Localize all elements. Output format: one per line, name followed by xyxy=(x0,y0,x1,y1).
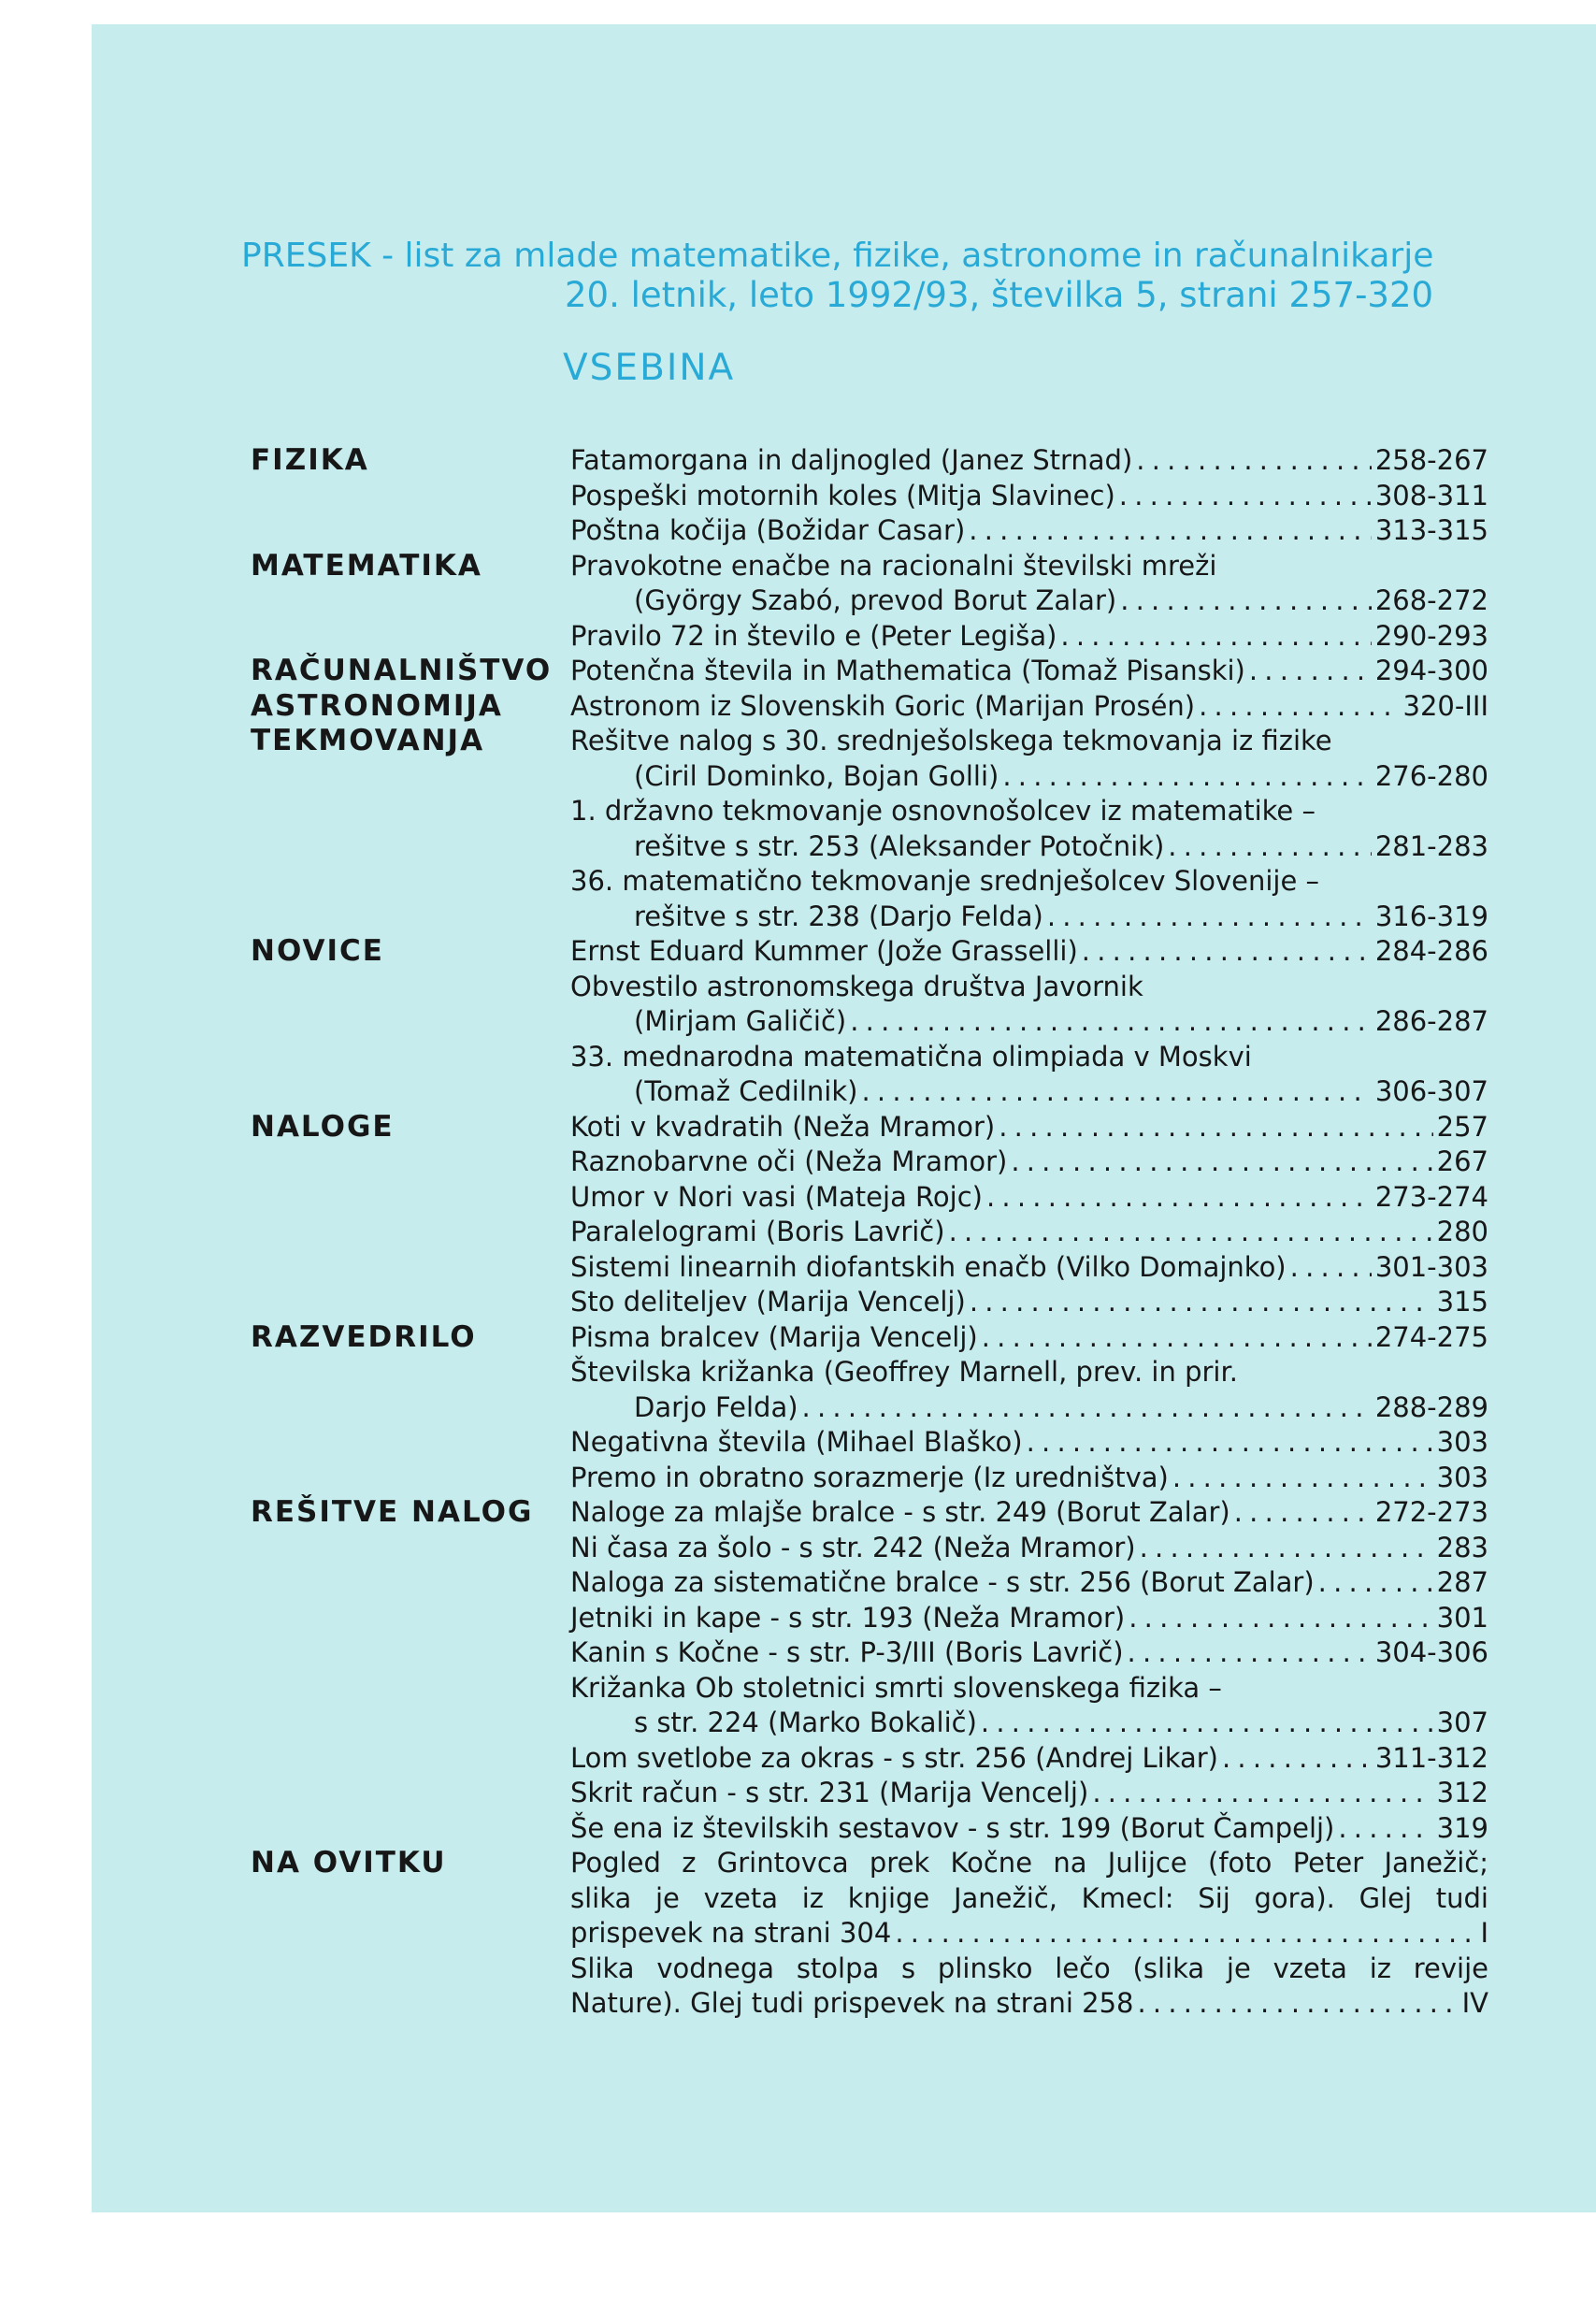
toc-entry xyxy=(570,1565,1488,1601)
section-category: ASTRONOMIJA xyxy=(251,688,503,723)
toc-entry xyxy=(570,829,1488,865)
section-category: NOVICE xyxy=(251,934,384,968)
entry-title: prispevek na strani 304 xyxy=(570,1917,892,1949)
leader-dots xyxy=(895,1916,1476,1952)
page-number: 272-273 xyxy=(1374,1496,1488,1528)
leader-dots xyxy=(999,1110,1432,1145)
toc-entry xyxy=(570,1635,1488,1671)
toc-entry xyxy=(570,1390,1488,1426)
entry-title: Umor v Nori vasi (Mateja Rojc) xyxy=(570,1180,983,1213)
entry-title-line: Pogled z Grintovca prek Kočne na Julijce (foto Peter Janežič; xyxy=(570,1847,1488,1879)
leader-dots xyxy=(1172,1461,1433,1496)
toc-section xyxy=(251,1110,1488,1320)
page-number: 315 xyxy=(1436,1286,1488,1318)
toc-entry xyxy=(570,1706,1488,1741)
page-number: 281-283 xyxy=(1374,829,1488,862)
toc-entry xyxy=(570,1180,1488,1216)
entry-title: Pospeški motornih koles (Mitja Slavinec) xyxy=(570,479,1115,511)
entry-title-line: Pravokotne enačbe na racionalni številski mreži xyxy=(570,549,1217,582)
toc-entry xyxy=(570,1461,1488,1496)
toc-section xyxy=(251,1320,1488,1496)
entry-title: (Mirjam Galičič) xyxy=(634,1005,847,1037)
section-category: MATEMATIKA xyxy=(251,548,482,583)
toc-entry xyxy=(570,1495,1488,1531)
page-number: 320-III xyxy=(1402,689,1488,722)
leader-dots xyxy=(1060,619,1371,655)
leader-dots xyxy=(1047,900,1372,935)
entry-title-line: 1. državno tekmovanje osnovnošolcev iz matematike – xyxy=(570,795,1316,827)
page-number: 306-307 xyxy=(1374,1075,1488,1107)
section-category: REŠITVE NALOG xyxy=(251,1495,534,1529)
page-number: 280 xyxy=(1436,1216,1488,1247)
toc-entry xyxy=(570,900,1488,935)
toc-entry xyxy=(570,1215,1488,1250)
entry-title: (György Szabó, prevod Borut Zalar) xyxy=(634,584,1117,616)
page-number: 268-272 xyxy=(1374,584,1488,616)
leader-dots xyxy=(850,1004,1372,1040)
section-category: FIZIKA xyxy=(251,443,369,477)
page-number: 273-274 xyxy=(1374,1180,1488,1213)
leader-dots xyxy=(1082,934,1372,970)
toc-entry xyxy=(570,1074,1488,1110)
leader-dots xyxy=(1249,654,1372,689)
page-number: 257 xyxy=(1436,1110,1488,1143)
entry-title: Pisma bralcev (Marija Vencelj) xyxy=(570,1320,978,1353)
section-category: TEKMOVANJA xyxy=(251,724,485,757)
entry-title: Negativna števila (Mihael Blaško) xyxy=(570,1426,1023,1458)
page-number: 312 xyxy=(1436,1777,1488,1808)
entry-title-line: 36. matematično tekmovanje srednješolcev Slovenije – xyxy=(570,865,1319,897)
toc-entry xyxy=(570,1776,1488,1811)
page-number: 286-287 xyxy=(1374,1005,1488,1037)
page-number: 319 xyxy=(1436,1811,1488,1844)
page-number: I xyxy=(1480,1917,1488,1949)
entry-title-line: 33. mednarodna matematična olimpiada v Moskvi xyxy=(570,1040,1252,1073)
toc-section xyxy=(251,1495,1488,1846)
toc-entry xyxy=(570,479,1488,514)
toc-entry xyxy=(570,1986,1488,2022)
entry-title: Raznobarvne oči (Neža Mramor) xyxy=(570,1145,1008,1177)
entry-title-line: Križanka Ob stoletnici smrti slovenskega fizika – xyxy=(570,1671,1222,1704)
entry-title: Ernst Eduard Kummer (Jože Grasselli) xyxy=(570,935,1078,967)
section-category: NALOGE xyxy=(251,1109,395,1144)
leader-dots xyxy=(1338,1811,1432,1847)
entry-title-line: Rešitve nalog s 30. srednješolskega tekmovanja iz fizike xyxy=(570,725,1332,756)
toc-entry xyxy=(570,759,1488,795)
toc-section xyxy=(251,1846,1488,2022)
leader-dots xyxy=(1199,689,1399,725)
leader-dots xyxy=(1120,583,1372,619)
leader-dots xyxy=(969,513,1372,549)
section-category: RAČUNALNIŠTVO xyxy=(251,654,553,687)
toc-section xyxy=(251,443,1488,549)
issue-info: 20. letnik, leto 1992/93, številka 5, strani 257-320 xyxy=(565,275,1434,315)
page-number: 301 xyxy=(1436,1601,1488,1634)
entry-title: Skrit račun - s str. 231 (Marija Vencelj) xyxy=(570,1777,1089,1808)
toc-entry xyxy=(570,1145,1488,1180)
leader-dots xyxy=(1119,479,1372,514)
toc-entry xyxy=(570,654,1488,689)
entry-title: Astronom iz Slovenskih Goric (Marijan Prosén) xyxy=(570,689,1196,722)
entry-title: Koti v kvadratih (Neža Mramor) xyxy=(570,1110,996,1143)
toc-entry xyxy=(570,1916,1488,1952)
toc-section xyxy=(251,654,1488,689)
entry-title: Ni časa za šolo - s str. 242 (Neža Mramor) xyxy=(570,1531,1136,1563)
page-number: 307 xyxy=(1436,1707,1488,1738)
page-number: 313-315 xyxy=(1374,514,1488,546)
leader-dots xyxy=(1002,759,1371,795)
page-number: 304-306 xyxy=(1374,1636,1488,1668)
toc-entry xyxy=(570,1250,1488,1286)
toc-section xyxy=(251,549,1488,655)
entry-title: Lom svetlobe za okras - s str. 256 (Andrej Likar) xyxy=(570,1741,1218,1774)
entry-title: s str. 224 (Marko Bokalič) xyxy=(634,1707,977,1738)
entry-title: Naloge za mlajše bralce - s str. 249 (Borut Zalar) xyxy=(570,1496,1230,1528)
toc-section xyxy=(251,689,1488,725)
leader-dots xyxy=(802,1390,1372,1426)
entry-title-line: Številska križanka (Geoffrey Marnell, prev. in prir. xyxy=(570,1356,1238,1388)
entry-title-line: slika je vzeta iz knjige Janežič, Kmecl: Sij gora). Glej tudi xyxy=(570,1881,1488,1914)
entry-title: Pravilo 72 in število e (Peter Legiša) xyxy=(570,619,1057,652)
leader-dots xyxy=(1138,1986,1459,2022)
leader-dots xyxy=(1011,1145,1432,1180)
entry-title: Darjo Felda) xyxy=(634,1390,798,1423)
toc-entry xyxy=(570,1601,1488,1636)
toc-entry xyxy=(570,689,1488,725)
entry-title: rešitve s str. 253 (Aleksander Potočnik) xyxy=(634,829,1165,862)
page-number: 294-300 xyxy=(1374,655,1488,686)
page-number: 316-319 xyxy=(1374,900,1488,932)
journal-title: PRESEK - list za mlade matematike, fizike, astronome in računalnikarje xyxy=(241,237,1434,275)
page-number: 308-311 xyxy=(1374,479,1488,511)
leader-dots xyxy=(1318,1565,1433,1601)
page-number: 287 xyxy=(1436,1566,1488,1598)
entry-title: (Tomaž Cedilnik) xyxy=(634,1075,858,1107)
masthead xyxy=(241,236,1494,389)
entry-title: Še ena iz številskih sestavov - s str. 199 (Borut Čampelj) xyxy=(570,1811,1335,1844)
page-number: IV xyxy=(1461,1987,1488,2019)
entry-title: Jetniki in kape - s str. 193 (Neža Mramor) xyxy=(570,1601,1126,1634)
entry-title: Kanin s Kočne - s str. P-3/III (Boris Lavrič) xyxy=(570,1636,1124,1668)
table-of-contents xyxy=(251,443,1488,2022)
toc-entry xyxy=(570,513,1488,549)
leader-dots xyxy=(1234,1495,1372,1531)
toc-entry xyxy=(570,1285,1488,1320)
leader-dots xyxy=(1136,443,1372,479)
entry-title: rešitve s str. 238 (Darjo Felda) xyxy=(634,900,1043,932)
leader-dots xyxy=(949,1215,1433,1250)
page-number: 311-312 xyxy=(1374,1741,1488,1774)
toc-entry xyxy=(570,443,1488,479)
section-category: RAZVEDRILO xyxy=(251,1319,477,1354)
toc-entry xyxy=(570,619,1488,655)
toc-entry xyxy=(570,1004,1488,1040)
leader-dots xyxy=(982,1320,1372,1356)
entry-title: Nature). Glej tudi prispevek na strani 258 xyxy=(570,1987,1134,2019)
entry-title-line: Slika vodnega stolpa s plinsko lečo (slika je vzeta iz revije xyxy=(570,1952,1488,1984)
toc-entry xyxy=(570,1741,1488,1777)
page-number: 301-303 xyxy=(1374,1250,1488,1283)
toc-entry xyxy=(570,583,1488,619)
entry-title: Premo in obratno sorazmerje (Iz uredništva) xyxy=(570,1461,1169,1493)
leader-dots xyxy=(1290,1250,1372,1286)
page-number: 284-286 xyxy=(1374,935,1488,967)
toc-entry xyxy=(570,1811,1488,1847)
entry-title: Sto deliteljev (Marija Vencelj) xyxy=(570,1286,966,1318)
page-number: 267 xyxy=(1436,1145,1488,1177)
leader-dots xyxy=(986,1180,1372,1216)
contents-heading: VSEBINA xyxy=(563,347,736,389)
leader-dots xyxy=(1092,1776,1432,1811)
section-category: NA OVITKU xyxy=(251,1846,447,1880)
toc-entry xyxy=(570,934,1488,970)
toc-entry xyxy=(570,1320,1488,1356)
leader-dots xyxy=(1222,1741,1372,1777)
page-number: 274-275 xyxy=(1374,1320,1488,1353)
toc-entry xyxy=(570,1425,1488,1461)
toc-section xyxy=(251,934,1488,1110)
page-number: 288-289 xyxy=(1374,1390,1488,1423)
toc-entry xyxy=(570,1110,1488,1145)
entry-title: Sistemi linearnih diofantskih enačb (Vilko Domajnko) xyxy=(570,1250,1287,1283)
toc-section xyxy=(251,724,1488,934)
entry-title: (Ciril Dominko, Bojan Golli) xyxy=(634,759,999,792)
page-number: 303 xyxy=(1436,1426,1488,1458)
toc-entry xyxy=(570,1531,1488,1566)
page-number: 303 xyxy=(1436,1461,1488,1493)
entry-title: Potenčna števila in Mathematica (Tomaž Pisanski) xyxy=(570,655,1245,686)
leader-dots xyxy=(1129,1601,1432,1636)
page-number: 258-267 xyxy=(1374,444,1488,476)
leader-dots xyxy=(1140,1531,1433,1566)
leader-dots xyxy=(981,1706,1433,1741)
leader-dots xyxy=(970,1285,1433,1320)
leader-dots xyxy=(861,1074,1371,1110)
leader-dots xyxy=(1027,1425,1433,1461)
entry-title-line: Obvestilo astronomskega društva Javornik xyxy=(570,970,1143,1002)
entry-title: Fatamorgana in daljnogled (Janez Strnad) xyxy=(570,444,1133,476)
page-number: 290-293 xyxy=(1374,619,1488,652)
page-number: 283 xyxy=(1436,1531,1488,1563)
leader-dots xyxy=(1168,829,1372,865)
entry-title: Poštna kočija (Božidar Casar) xyxy=(570,514,966,546)
page-number: 276-280 xyxy=(1374,759,1488,792)
entry-title: Paralelogrami (Boris Lavrič) xyxy=(570,1216,945,1247)
entry-title: Naloga za sistematične bralce - s str. 256 (Borut Zalar) xyxy=(570,1566,1315,1598)
leader-dots xyxy=(1128,1635,1372,1671)
